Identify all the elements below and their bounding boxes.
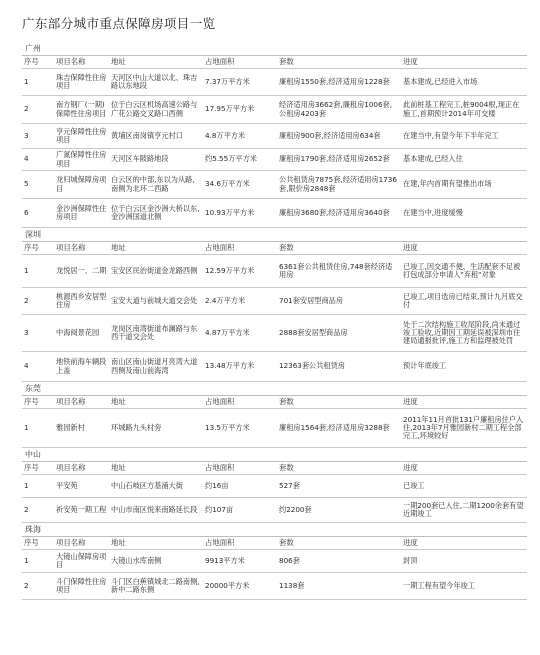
header-index: 序号 <box>22 462 54 475</box>
header-area: 占地面积 <box>203 56 277 69</box>
table-row <box>22 171 527 199</box>
area-cell: 13.48万平方米 <box>203 352 277 382</box>
project-name-cell: 大镜山保障房项目 <box>54 550 109 573</box>
project-name-cell: 祈安苑一期工程 <box>54 498 109 523</box>
progress-cell: 基本建成,已经入住 <box>401 149 527 171</box>
area-cell: 34.6万平方米 <box>203 171 277 199</box>
index-cell: 2 <box>22 498 54 523</box>
area-cell: 2.4万平方米 <box>203 288 277 315</box>
project-name-cell: 珠吉保障性住房项目 <box>54 69 109 96</box>
index-cell: 2 <box>22 573 54 600</box>
address-cell: 位于白云区机场高速公路与广花公路交叉路口西侧 <box>109 96 203 124</box>
project-name-cell: 广氮保障性住房项目 <box>54 149 109 171</box>
table-row <box>22 550 527 573</box>
progress-cell: 已竣工 <box>401 475 527 498</box>
progress-cell: 已竣工,项目选房已结束,预计九月底交付 <box>401 288 527 315</box>
project-name-cell: 中海阅景花园 <box>54 315 109 352</box>
index-cell: 5 <box>22 171 54 199</box>
table-row <box>22 498 527 523</box>
area-cell: 约107亩 <box>203 498 277 523</box>
header-area: 占地面积 <box>203 396 277 409</box>
header-project-name: 项目名称 <box>54 56 109 69</box>
header-area: 占地面积 <box>203 462 277 475</box>
address-cell: 环城路九头村旁 <box>109 409 203 448</box>
index-cell: 4 <box>22 149 54 171</box>
header-progress: 进度 <box>401 242 527 255</box>
index-cell: 1 <box>22 255 54 288</box>
header-index: 序号 <box>22 56 54 69</box>
city-name: 中山 <box>22 448 527 462</box>
progress-cell: 在建当中,进度缓慢 <box>401 199 527 228</box>
header-address: 地址 <box>109 396 203 409</box>
index-cell: 3 <box>22 124 54 149</box>
area-cell: 约16亩 <box>203 475 277 498</box>
header-progress: 进度 <box>401 56 527 69</box>
address-cell: 大镜山水库南侧 <box>109 550 203 573</box>
project-name-cell: 南方钢厂(一期)保障性住房项目 <box>54 96 109 124</box>
header-address: 地址 <box>109 56 203 69</box>
project-name-cell: 龙归城保障房项目 <box>54 171 109 199</box>
units-cell: 廉租房1790套,经济适用房2652套 <box>277 149 401 171</box>
header-project-name: 项目名称 <box>54 462 109 475</box>
city-section-header <box>22 382 527 396</box>
area-cell: 9913平方米 <box>203 550 277 573</box>
city-name: 广州 <box>22 42 527 56</box>
project-name-cell: 龙悦居一、二期 <box>54 255 109 288</box>
progress-cell: 此前桩基工程完工,桩9004根,现正在施工,首期预计2014年可交楼 <box>401 96 527 124</box>
area-cell: 4.8万平方米 <box>203 124 277 149</box>
area-cell: 7.37万平方米 <box>203 69 277 96</box>
header-index: 序号 <box>22 537 54 550</box>
header-progress: 进度 <box>401 462 527 475</box>
units-cell: 约2200套 <box>277 498 401 523</box>
progress-cell: 处于二次结构施工收尾阶段,尚未通过竣工验收,近期因工期延误被深圳市住建局通报批评,施工方和监理被处罚 <box>401 315 527 352</box>
area-cell: 12.59万平方米 <box>203 255 277 288</box>
index-cell: 1 <box>22 550 54 573</box>
units-cell: 公共租赁房7875套,经济适用房1736套,限价房2848套 <box>277 171 401 199</box>
city-name: 东莞 <box>22 382 527 396</box>
city-name: 珠海 <box>22 523 527 537</box>
address-cell: 龙岗区南湾街道布澜路与东西干道交会处 <box>109 315 203 352</box>
table-row <box>22 315 527 352</box>
project-name-cell: 亨元保障性住房项目 <box>54 124 109 149</box>
address-cell: 黄埔区南岗镇亨元村口 <box>109 124 203 149</box>
area-cell: 约5.55万平方米 <box>203 149 277 171</box>
units-cell: 廉租房1550套,经济适用房1228套 <box>277 69 401 96</box>
page-title: 广东部分城市重点保障房项目一览 <box>22 16 216 31</box>
header-progress: 进度 <box>401 537 527 550</box>
progress-cell: 一期工程有望今年竣工 <box>401 573 527 600</box>
header-progress: 进度 <box>401 396 527 409</box>
header-project-name: 项目名称 <box>54 242 109 255</box>
table-row <box>22 255 527 288</box>
units-cell: 廉租房3680套,经济适用房3640套 <box>277 199 401 228</box>
city-section-header <box>22 448 527 462</box>
progress-cell: 2011年11月首批131户廉租房住户入住,2013年7月雅园新村二期工程全部完工,环境较好 <box>401 409 527 448</box>
header-units: 套数 <box>277 56 401 69</box>
header-units: 套数 <box>277 396 401 409</box>
table-row <box>22 352 527 382</box>
units-cell: 1138套 <box>277 573 401 600</box>
index-cell: 1 <box>22 69 54 96</box>
area-cell: 13.5万平方米 <box>203 409 277 448</box>
city-section-header <box>22 228 527 242</box>
index-cell: 2 <box>22 288 54 315</box>
project-name-cell: 桃源西乡安居型住房 <box>54 288 109 315</box>
header-units: 套数 <box>277 537 401 550</box>
table-row <box>22 96 527 124</box>
table-row <box>22 475 527 498</box>
table-row <box>22 288 527 315</box>
address-cell: 位于白云区金沙洲大桥以东,金沙洲国道北侧 <box>109 199 203 228</box>
address-cell: 天河区车陂路地段 <box>109 149 203 171</box>
header-index: 序号 <box>22 396 54 409</box>
city-section-header <box>22 42 527 56</box>
address-cell: 斗门区白蕉镇城北二路南侧,新中二路东侧 <box>109 573 203 600</box>
header-index: 序号 <box>22 242 54 255</box>
area-cell: 20000平方米 <box>203 573 277 600</box>
area-cell: 17.95万平方米 <box>203 96 277 124</box>
units-cell: 2888套安居型商品房 <box>277 315 401 352</box>
column-header-row <box>22 462 527 475</box>
index-cell: 6 <box>22 199 54 228</box>
city-section-header <box>22 523 527 537</box>
table-row <box>22 124 527 149</box>
progress-cell: 预计年底竣工 <box>401 352 527 382</box>
index-cell: 1 <box>22 475 54 498</box>
city-name: 深圳 <box>22 228 527 242</box>
header-address: 地址 <box>109 242 203 255</box>
header-project-name: 项目名称 <box>54 537 109 550</box>
table-row <box>22 69 527 96</box>
address-cell: 中山石岐区方基涌大街 <box>109 475 203 498</box>
progress-cell: 在建,年内首期有望推出市场 <box>401 171 527 199</box>
address-cell: 白云区的中部,东以为从路,南侧为北环二西路 <box>109 171 203 199</box>
project-name-cell: 斗门保障性住房项目 <box>54 573 109 600</box>
units-cell: 经济适用房3662套,廉租房1006套,公租房4203套 <box>277 96 401 124</box>
table-row <box>22 573 527 600</box>
project-name-cell: 地铁前海车辆段上盖 <box>54 352 109 382</box>
progress-cell: 基本建成,已经进入市场 <box>401 69 527 96</box>
header-area: 占地面积 <box>203 537 277 550</box>
header-units: 套数 <box>277 242 401 255</box>
units-cell: 12363套公共租赁房 <box>277 352 401 382</box>
address-cell: 宝安大道与前城大道交会处 <box>109 288 203 315</box>
header-area: 占地面积 <box>203 242 277 255</box>
address-cell: 中山市南区悦来南路延长段 <box>109 498 203 523</box>
index-cell: 3 <box>22 315 54 352</box>
address-cell: 天河区中山大道以北、珠吉路以东地段 <box>109 69 203 96</box>
units-cell: 6361套公共租赁住房,748套经济适用房 <box>277 255 401 288</box>
progress-cell: 一期200套已入住,二期1200余套有望近期竣工 <box>401 498 527 523</box>
units-cell: 701套安居型商品房 <box>277 288 401 315</box>
table-row <box>22 409 527 448</box>
units-cell: 廉租房1564套,经济适用房3288套 <box>277 409 401 448</box>
address-cell: 宝安区民治街道金龙路西侧 <box>109 255 203 288</box>
table-row <box>22 149 527 171</box>
column-header-row <box>22 56 527 69</box>
header-address: 地址 <box>109 537 203 550</box>
index-cell: 2 <box>22 96 54 124</box>
header-units: 套数 <box>277 462 401 475</box>
index-cell: 1 <box>22 409 54 448</box>
column-header-row <box>22 537 527 550</box>
column-header-row <box>22 242 527 255</box>
progress-cell: 封顶 <box>401 550 527 573</box>
address-cell: 南山区南山街道月亮湾大道西侧及南山前海湾 <box>109 352 203 382</box>
progress-cell: 在建当中,有望今年下半年完工 <box>401 124 527 149</box>
housing-projects-table <box>22 42 527 600</box>
column-header-row <box>22 396 527 409</box>
project-name-cell: 雅园新村 <box>54 409 109 448</box>
header-project-name: 项目名称 <box>54 396 109 409</box>
area-cell: 10.93万平方米 <box>203 199 277 228</box>
table-row <box>22 199 527 228</box>
units-cell: 806套 <box>277 550 401 573</box>
area-cell: 4.87万平方米 <box>203 315 277 352</box>
progress-cell: 已竣工,因交通不便、生活配套不足被打包成部分申请人"弃租"对象 <box>401 255 527 288</box>
units-cell: 廉租房900套,经济适用房634套 <box>277 124 401 149</box>
units-cell: 527套 <box>277 475 401 498</box>
index-cell: 4 <box>22 352 54 382</box>
header-address: 地址 <box>109 462 203 475</box>
project-name-cell: 金沙洲保障性住房项目 <box>54 199 109 228</box>
project-name-cell: 平安苑 <box>54 475 109 498</box>
